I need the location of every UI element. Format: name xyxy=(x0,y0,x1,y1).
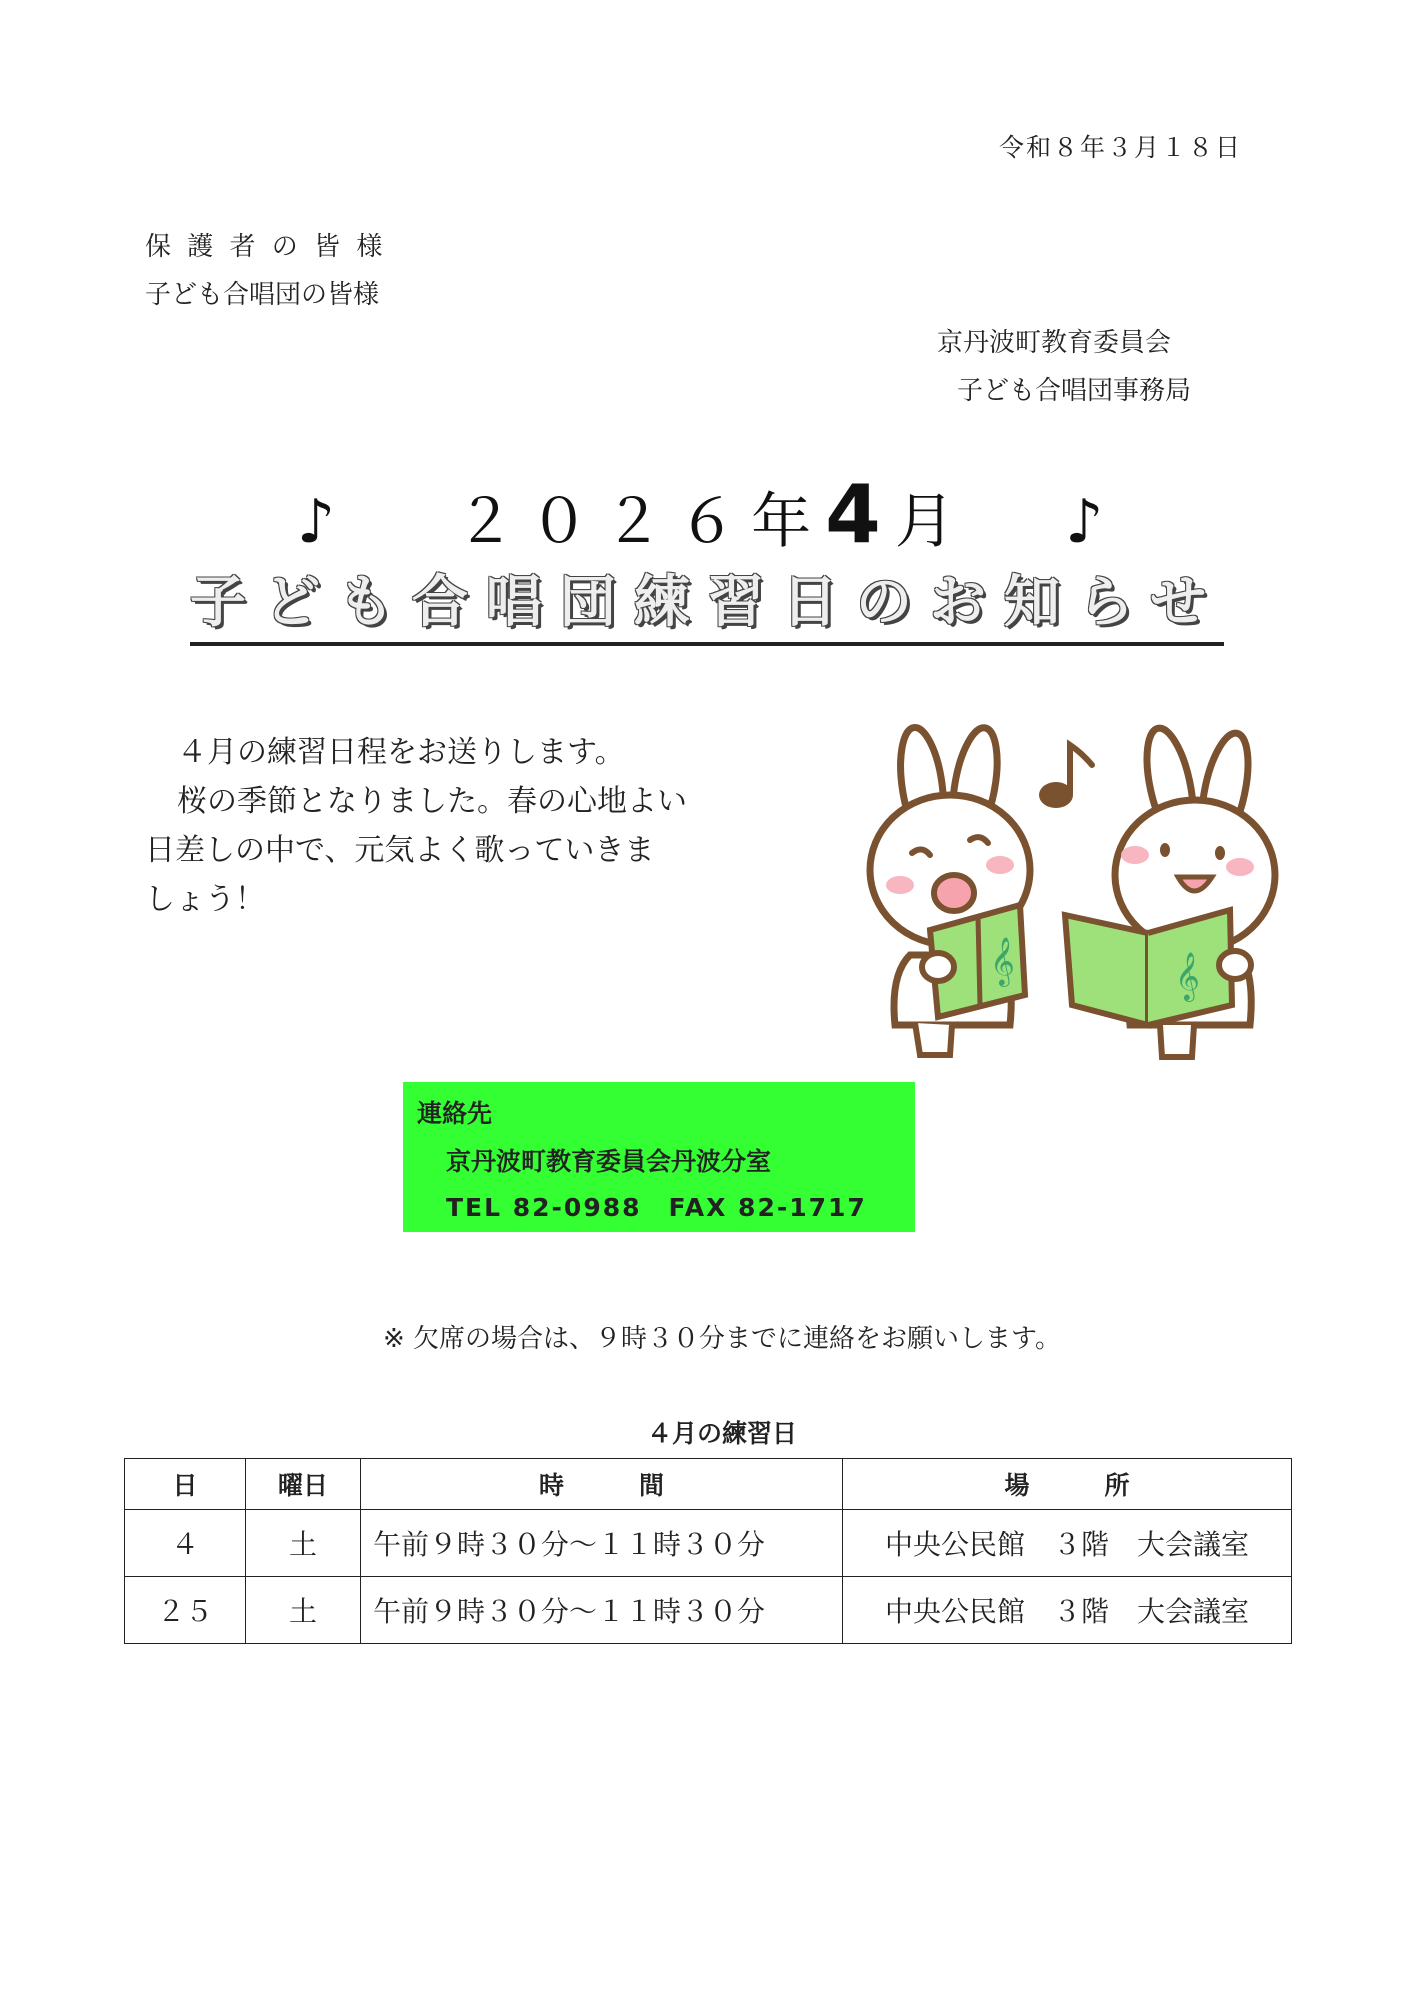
table-header-row xyxy=(125,1459,1292,1510)
header-day: 日 xyxy=(125,1459,246,1510)
table-row xyxy=(125,1577,1292,1644)
music-note-left-icon: ♪ xyxy=(296,487,349,557)
cell-time: 午前９時３０分～１１時３０分 xyxy=(361,1577,843,1644)
title-month xyxy=(0,468,1414,561)
header-time: 時 間 xyxy=(361,1459,843,1510)
contact-heading: 連絡先 xyxy=(417,1099,493,1128)
cell-place: 中央公民館 ３階 大会議室 xyxy=(843,1510,1292,1577)
title-month-number: 4 xyxy=(825,468,895,561)
page-title xyxy=(0,558,1414,646)
svg-text:𝄞: 𝄞 xyxy=(990,936,1015,985)
cell-weekday: 土 xyxy=(246,1510,361,1577)
absence-note: ※ 欠席の場合は、９時３０分までに連絡をお願いします。 xyxy=(383,1324,1061,1354)
cell-place: 中央公民館 ３階 大会議室 xyxy=(843,1577,1292,1644)
contact-phone-fax: TEL 82-0988 FAX 82-1717 xyxy=(446,1193,867,1222)
page-title-text: 子ども合唱団練習日のお知らせ xyxy=(190,558,1224,646)
cell-time: 午前９時３０分～１１時３０分 xyxy=(361,1510,843,1577)
contact-box xyxy=(403,1082,915,1232)
cell-day: ２５ xyxy=(125,1577,246,1644)
header-place: 場 所 xyxy=(843,1459,1292,1510)
singing-rabbits-illustration xyxy=(830,705,1325,1070)
table-row xyxy=(125,1510,1292,1577)
title-year: ２０２６年 xyxy=(455,487,826,557)
schedule-caption: ４月の練習日 xyxy=(646,1419,797,1448)
title-month-suffix: 月 xyxy=(894,487,969,557)
intro-text xyxy=(145,728,745,924)
header-weekday: 曜日 xyxy=(246,1459,361,1510)
sender-board: 京丹波町教育委員会 xyxy=(937,328,1172,358)
schedule-table xyxy=(124,1458,1292,1644)
music-note-right-icon: ♪ xyxy=(1064,487,1118,557)
document-date: 令和８年３月１８日 xyxy=(998,133,1242,162)
intro-line: 桜の季節となりました。春の心地よい xyxy=(177,784,687,819)
cell-day: ４ xyxy=(125,1510,246,1577)
intro-line: ４月の練習日程をお送りします。 xyxy=(177,735,625,770)
sender-office: 子ども合唱団事務局 xyxy=(957,376,1192,406)
intro-line: 日差しの中で、元気よく歌っていきま xyxy=(145,833,655,868)
music-note-icon xyxy=(1039,745,1092,808)
recipient-choir-members: 子ども合唱団の皆様 xyxy=(145,280,380,310)
svg-text:𝄞: 𝄞 xyxy=(1175,951,1200,1000)
rabbit-left xyxy=(870,724,1030,1055)
contact-office: 京丹波町教育委員会丹波分室 xyxy=(446,1147,772,1176)
intro-line: しょう！ xyxy=(145,882,265,917)
cell-weekday: 土 xyxy=(246,1577,361,1644)
rabbit-right xyxy=(1065,724,1275,1057)
recipient-guardians: 保 護 者 の 皆 様 xyxy=(145,232,387,262)
